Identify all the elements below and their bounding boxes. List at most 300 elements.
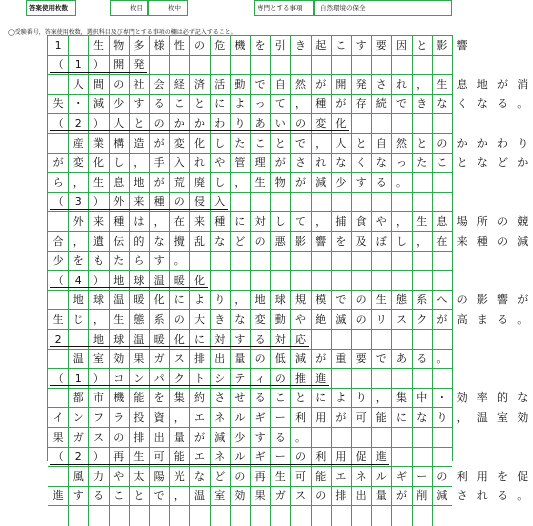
grid-cell: に <box>234 214 246 228</box>
grid-cell: ， <box>92 312 104 326</box>
grid-cell: 化 <box>92 156 104 170</box>
grid-cell: ー <box>274 410 286 424</box>
grid-cell: 業 <box>92 136 104 150</box>
grid-cell: ， <box>294 97 306 111</box>
manuscript-row <box>48 310 529 330</box>
grid-cell: が <box>496 77 508 91</box>
grid-cell: す <box>133 97 145 111</box>
grid-cell: で <box>153 489 165 503</box>
grid-cell: 理 <box>254 156 266 170</box>
grid-cell: 効 <box>234 489 246 503</box>
grid-cell: 会 <box>153 77 165 91</box>
grid-cell: ， <box>395 214 407 228</box>
grid-cell: ） <box>92 273 104 287</box>
grid-cell: ， <box>133 156 145 170</box>
grid-cell <box>48 352 68 366</box>
heading-underline <box>50 130 349 131</box>
grid-cell: 物 <box>113 38 125 52</box>
grid-cell: な <box>416 410 428 424</box>
grid-cell: ） <box>92 195 104 209</box>
grid-cell: 少 <box>234 430 246 444</box>
grid-cell: と <box>133 489 145 503</box>
grid-cell: 果 <box>52 430 64 444</box>
grid-cell: 低 <box>274 352 286 366</box>
grid-cell: る <box>153 97 165 111</box>
grid-cell: 捕 <box>335 214 347 228</box>
grid-cell: （ <box>52 273 64 287</box>
grid-cell: 暖 <box>153 332 165 346</box>
manuscript-row <box>48 95 529 115</box>
grid-cell: 陽 <box>153 469 165 483</box>
manuscript-row <box>48 291 529 311</box>
grid-cell: 効 <box>113 352 125 366</box>
grid-cell: 市 <box>92 391 104 405</box>
grid-cell: か <box>456 136 468 150</box>
grid-cell: 約 <box>193 391 205 405</box>
grid-cell: 響 <box>496 293 508 307</box>
grid-cell: （ <box>52 195 64 209</box>
grid-cell: 及 <box>355 234 367 248</box>
grid-cell <box>48 293 68 307</box>
grid-cell: フ <box>92 410 104 424</box>
grid-cell: 1 <box>54 38 62 52</box>
grid-cell: ク <box>173 371 185 385</box>
grid-cell: エ <box>193 450 205 464</box>
grid-cell: で <box>335 293 347 307</box>
grid-cell: 場 <box>456 214 468 228</box>
grid-cell: 外 <box>72 214 84 228</box>
manuscript-row <box>48 369 452 389</box>
grid-cell: ， <box>153 214 165 228</box>
grid-cell: 滅 <box>335 312 347 326</box>
grid-cell: 温 <box>193 489 205 503</box>
grid-cell: コ <box>113 371 125 385</box>
grid-cell: ネ <box>355 469 367 483</box>
grid-cell: 息 <box>436 214 448 228</box>
grid-cell: ネ <box>214 450 226 464</box>
grid-cell: も <box>92 254 104 268</box>
grid-cell: 生 <box>113 312 125 326</box>
grid-cell: 力 <box>92 469 104 483</box>
grid-cell: 引 <box>274 38 286 52</box>
grid-cell: 利 <box>315 450 327 464</box>
grid-cell: 種 <box>113 214 125 228</box>
grid-cell: 性 <box>173 38 185 52</box>
grid-cell: を <box>496 469 508 483</box>
grid-cell: 外 <box>113 195 125 209</box>
manuscript-row <box>48 114 452 134</box>
grid-cell: 地 <box>254 293 266 307</box>
grid-cell: る <box>254 332 266 346</box>
grid-cell: 伝 <box>113 234 125 248</box>
manuscript-row <box>48 448 452 468</box>
manuscript-row <box>48 330 452 350</box>
grid-cell: 遺 <box>92 234 104 248</box>
grid-cell: こ <box>254 136 266 150</box>
grid-cell: を <box>335 234 347 248</box>
grid-cell: 規 <box>294 293 306 307</box>
grid-cell: る <box>416 352 428 366</box>
grid-cell: 対 <box>214 332 226 346</box>
grid-cell: ぼ <box>375 234 387 248</box>
grid-cell: な <box>214 234 226 248</box>
grid-cell: に <box>173 293 185 307</box>
grid-cell: 大 <box>193 312 205 326</box>
grid-cell: な <box>476 156 488 170</box>
grid-cell: ン <box>133 371 145 385</box>
grid-cell: と <box>416 136 428 150</box>
grid-cell: こ <box>113 489 125 503</box>
grid-cell: が <box>395 489 407 503</box>
grid-cell: ， <box>173 489 185 503</box>
grid-cell: ど <box>234 234 246 248</box>
grid-cell: と <box>133 116 145 130</box>
grid-cell: 温 <box>72 352 84 366</box>
grid-cell: や <box>294 312 306 326</box>
grid-cell: 動 <box>274 312 286 326</box>
grid-cell: 進 <box>375 450 387 464</box>
grid-cell: 社 <box>133 77 145 91</box>
grid-cell: る <box>274 430 286 444</box>
instruction-note: ◯受験番号，答案使用枚数，選択科目及び専門とする事項の欄は必ず記入すること。 <box>8 29 237 36</box>
grid-cell: 集 <box>395 391 407 405</box>
grid-cell: 因 <box>395 38 407 52</box>
grid-cell: 地 <box>72 293 84 307</box>
grid-cell: 進 <box>52 489 64 503</box>
grid-cell: 減 <box>214 430 226 444</box>
grid-cell: （ <box>52 371 64 385</box>
grid-cell: 来 <box>133 195 145 209</box>
grid-cell: 進 <box>315 371 327 385</box>
grid-cell: な <box>335 156 347 170</box>
grid-cell: 量 <box>173 430 185 444</box>
grid-cell: が <box>294 175 306 189</box>
grid-cell: 地 <box>92 332 104 346</box>
grid-cell: テ <box>234 371 246 385</box>
grid-cell: さ <box>375 77 387 91</box>
grid-cell: と <box>416 38 428 52</box>
grid-cell: の <box>153 116 165 130</box>
grid-cell: 可 <box>153 450 165 464</box>
grid-cell: 能 <box>315 469 327 483</box>
grid-cell: じ <box>72 312 84 326</box>
grid-cell: 消 <box>517 77 529 91</box>
manuscript-row <box>48 173 452 193</box>
grid-cell: な <box>234 312 246 326</box>
grid-cell: で <box>395 97 407 111</box>
grid-cell: 種 <box>214 214 226 228</box>
grid-cell: 1 <box>74 58 82 72</box>
grid-cell: 温 <box>133 332 145 346</box>
grid-cell: 率 <box>476 391 488 405</box>
grid-cell: 手 <box>153 156 165 170</box>
grid-cell: が <box>315 352 327 366</box>
grid-cell: 生 <box>92 175 104 189</box>
grid-cell: 種 <box>153 195 165 209</box>
grid-cell: る <box>375 175 387 189</box>
grid-cell: エ <box>193 410 205 424</box>
grid-cell: 地 <box>113 273 125 287</box>
grid-cell: 温 <box>476 410 488 424</box>
grid-cell: や <box>214 156 226 170</box>
grid-cell: 発 <box>133 58 145 72</box>
grid-cell: 高 <box>456 312 468 326</box>
grid-cell: の <box>113 77 125 91</box>
grid-cell: で <box>254 77 266 91</box>
grid-cell: 2 <box>74 450 82 464</box>
grid-cell: り <box>214 293 226 307</box>
grid-cell: た <box>113 254 125 268</box>
grid-cell: で <box>375 352 387 366</box>
manuscript-row <box>48 467 529 487</box>
grid-cell: ， <box>173 410 185 424</box>
grid-cell: 。 <box>436 352 448 366</box>
field-label: 専門とする事項 <box>257 4 303 12</box>
manuscript-row <box>48 350 452 370</box>
grid-cell: 生 <box>274 469 286 483</box>
grid-cell: 生 <box>133 450 145 464</box>
grid-cell: 間 <box>92 77 104 91</box>
grid-cell: と <box>355 136 367 150</box>
grid-cell: ， <box>234 293 246 307</box>
grid-cell: さ <box>214 391 226 405</box>
grid-cell: こ <box>335 38 347 52</box>
grid-cell: 生 <box>436 77 448 91</box>
grid-cell: 失 <box>52 97 64 111</box>
grid-cell: の <box>496 234 508 248</box>
grid-cell: 暖 <box>133 293 145 307</box>
grid-cell: を <box>254 38 266 52</box>
grid-cell: で <box>294 136 306 150</box>
grid-cell: 起 <box>315 38 327 52</box>
manuscript-row <box>48 154 529 174</box>
grid-cell: ， <box>416 234 428 248</box>
grid-cell: 用 <box>335 450 347 464</box>
grid-cell: ラ <box>113 410 125 424</box>
grid-cell: な <box>193 469 205 483</box>
grid-cell: し <box>214 136 226 150</box>
grid-cell: と <box>294 391 306 405</box>
grid-cell: 減 <box>92 97 104 111</box>
grid-cell: の <box>173 312 185 326</box>
grid-cell: 重 <box>335 352 347 366</box>
grid-cell: 。 <box>395 175 407 189</box>
grid-cell: き <box>416 97 428 111</box>
grid-cell: 在 <box>173 214 185 228</box>
grid-cell: ら <box>133 254 145 268</box>
grid-cell: 球 <box>113 332 125 346</box>
grid-cell: が <box>335 97 347 111</box>
grid-cell: 危 <box>214 38 226 52</box>
grid-cell: 機 <box>234 38 246 52</box>
grid-cell: の <box>113 430 125 444</box>
heading-underline <box>50 287 208 288</box>
grid-cell: さ <box>456 489 468 503</box>
grid-cell: と <box>193 97 205 111</box>
grid-cell: の <box>355 312 367 326</box>
grid-cell: 用 <box>476 469 488 483</box>
grid-cell <box>68 332 88 346</box>
grid-cell: 投 <box>133 410 145 424</box>
grid-cell: 造 <box>133 136 145 150</box>
grid-cell: 的 <box>496 391 508 405</box>
grid-cell: ガ <box>72 430 84 444</box>
grid-cell: に <box>193 332 205 346</box>
grid-cell: の <box>234 469 246 483</box>
grid-cell: す <box>72 489 84 503</box>
grid-cell: 息 <box>456 77 468 91</box>
grid-cell: や <box>113 469 125 483</box>
grid-cell: 系 <box>153 312 165 326</box>
grid-cell: た <box>416 156 428 170</box>
grid-cell: ， <box>456 410 468 424</box>
grid-cell: 生 <box>416 214 428 228</box>
grid-cell: へ <box>436 293 448 307</box>
grid-cell: 人 <box>72 77 84 91</box>
grid-cell: 合 <box>52 234 64 248</box>
grid-cell: ど <box>214 469 226 483</box>
grid-cell: ガ <box>274 489 286 503</box>
grid-cell: ギ <box>395 469 407 483</box>
grid-cell: ネ <box>214 410 226 424</box>
grid-cell: 産 <box>72 136 84 150</box>
grid-cell: し <box>274 214 286 228</box>
grid-cell: 再 <box>113 450 125 464</box>
grid-cell: 化 <box>193 136 205 150</box>
grid-cell: し <box>214 175 226 189</box>
grid-cell: 種 <box>476 234 488 248</box>
grid-cell: の <box>254 352 266 366</box>
grid-cell: 出 <box>214 352 226 366</box>
grid-cell: 削 <box>416 489 428 503</box>
grid-cell: 対 <box>274 332 286 346</box>
grid-cell: 態 <box>395 293 407 307</box>
grid-cell: ， <box>375 391 387 405</box>
grid-cell: ル <box>234 410 246 424</box>
grid-cell: が <box>517 293 529 307</box>
grid-cell: っ <box>254 97 266 111</box>
grid-cell: 効 <box>456 391 468 405</box>
grid-cell: 出 <box>153 430 165 444</box>
grid-cell: ン <box>72 410 84 424</box>
grid-cell: り <box>355 391 367 405</box>
grid-cell: 模 <box>315 293 327 307</box>
grid-cell: 球 <box>133 273 145 287</box>
grid-cell: の <box>294 116 306 130</box>
grid-cell: が <box>335 410 347 424</box>
grid-cell: 自 <box>274 77 286 91</box>
grid-cell: が <box>274 156 286 170</box>
grid-cell: く <box>456 97 468 111</box>
grid-cell: ） <box>92 116 104 130</box>
grid-cell: 影 <box>294 234 306 248</box>
grid-cell: ど <box>496 156 508 170</box>
grid-cell: が <box>193 430 205 444</box>
grid-cell: 乱 <box>193 234 205 248</box>
grid-cell: 光 <box>173 469 185 483</box>
grid-cell: 再 <box>254 469 266 483</box>
grid-cell: 管 <box>234 156 246 170</box>
manuscript-row <box>48 56 452 76</box>
grid-cell: 化 <box>173 332 185 346</box>
grid-cell: り <box>517 136 529 150</box>
heading-underline <box>50 209 228 210</box>
grid-cell: 。 <box>294 430 306 444</box>
grid-cell: 入 <box>214 195 226 209</box>
grid-cell: 地 <box>133 175 145 189</box>
grid-cell: に <box>315 391 327 405</box>
grid-cell: 化 <box>193 273 205 287</box>
grid-cell: 量 <box>375 489 387 503</box>
grid-cell: さ <box>294 156 306 170</box>
manuscript-grid <box>47 35 529 503</box>
grid-cell: 能 <box>173 450 185 464</box>
grid-cell: と <box>456 156 468 170</box>
grid-cell: ク <box>416 312 428 326</box>
grid-cell: 対 <box>254 214 266 228</box>
grid-cell: の <box>193 38 205 52</box>
grid-cell: エ <box>335 469 347 483</box>
grid-cell: る <box>254 391 266 405</box>
grid-cell: 攪 <box>173 234 185 248</box>
grid-cell: 太 <box>133 469 145 483</box>
grid-cell: 機 <box>113 391 125 405</box>
grid-cell: 様 <box>153 38 165 52</box>
grid-cell: れ <box>476 489 488 503</box>
grid-cell: 少 <box>113 97 125 111</box>
grid-cell: 地 <box>476 77 488 91</box>
grid-cell: 開 <box>113 58 125 72</box>
manuscript-row <box>48 212 529 232</box>
grid-cell: 生 <box>254 175 266 189</box>
grid-cell: 風 <box>72 469 84 483</box>
grid-cell: ル <box>375 469 387 483</box>
grid-cell: 室 <box>496 410 508 424</box>
grid-cell: ） <box>92 58 104 72</box>
manuscript-row <box>48 36 468 56</box>
grid-cell: る <box>496 97 508 111</box>
grid-cell: く <box>355 156 367 170</box>
grid-cell: 効 <box>517 410 529 424</box>
grid-cell: 然 <box>395 136 407 150</box>
grid-cell: よ <box>193 293 205 307</box>
grid-cell: 。 <box>173 254 185 268</box>
grid-cell: あ <box>395 352 407 366</box>
grid-cell: か <box>517 156 529 170</box>
grid-cell <box>48 136 68 150</box>
grid-cell: ト <box>193 371 205 385</box>
grid-cell: 開 <box>335 77 347 91</box>
grid-cell: 。 <box>517 97 529 111</box>
grid-cell: 資 <box>153 410 165 424</box>
grid-cell: 4 <box>74 273 82 287</box>
grid-cell: 自 <box>375 136 387 150</box>
grid-cell: 利 <box>294 410 306 424</box>
grid-cell: 化 <box>335 116 347 130</box>
grid-cell: 温 <box>153 273 165 287</box>
manuscript-row <box>48 193 452 213</box>
grid-cell: ， <box>72 234 84 248</box>
grid-cell: 影 <box>476 293 488 307</box>
grid-cell: 温 <box>113 293 125 307</box>
grid-cell: の <box>436 136 448 150</box>
grid-cell: は <box>133 214 145 228</box>
grid-cell: の <box>355 293 367 307</box>
grid-cell: 食 <box>355 214 367 228</box>
grid-cell: イ <box>52 410 64 424</box>
manuscript-row <box>48 487 529 507</box>
heading-underline <box>50 464 389 465</box>
